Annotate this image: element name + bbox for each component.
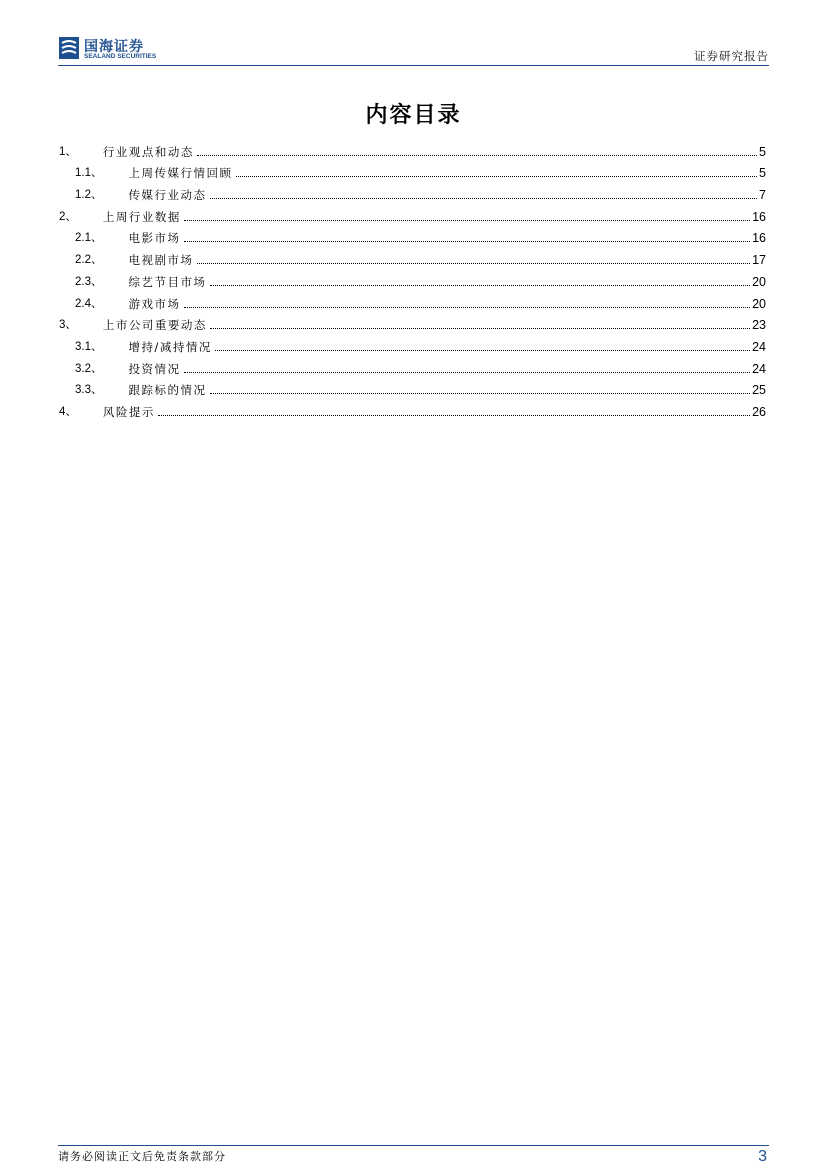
toc-entry-number: 3.2、 (75, 362, 103, 375)
toc-entry-title: 风险提示 (102, 404, 155, 419)
table-of-contents (59, 137, 766, 419)
toc-leader-dots (210, 327, 750, 329)
toc-entry[interactable] (59, 224, 766, 246)
page-header (58, 36, 769, 64)
toc-entry[interactable] (59, 245, 766, 267)
toc-leader-dots (184, 306, 751, 308)
toc-entry-page: 26 (752, 404, 766, 419)
toc-entry-number: 1.1、 (75, 167, 103, 180)
toc-entry-title: 上周行业数据 (102, 209, 181, 224)
page-number: 3 (758, 1148, 767, 1165)
toc-entry-number: 2、 (59, 210, 77, 223)
toc-entry[interactable] (59, 289, 766, 311)
toc-entry[interactable] (59, 397, 766, 419)
toc-entry[interactable] (59, 376, 766, 398)
sealand-logo-icon (58, 36, 80, 60)
toc-entry-number: 3、 (59, 319, 77, 332)
toc-entry-page: 24 (752, 361, 766, 376)
toc-entry-page: 23 (752, 318, 766, 333)
toc-entry-title: 行业观点和动态 (102, 144, 194, 159)
toc-leader-dots (236, 175, 758, 177)
toc-entry-title: 投资情况 (128, 361, 181, 376)
toc-entry-page: 24 (752, 339, 766, 354)
toc-entry[interactable] (59, 180, 766, 202)
toc-entry-page: 16 (752, 231, 766, 246)
toc-entry-number: 3.1、 (75, 340, 103, 353)
footer-disclaimer: 请务必阅读正文后免责条款部分 (58, 1150, 226, 1163)
toc-entry-number: 1、 (59, 145, 77, 158)
company-logo (58, 36, 178, 64)
toc-entry-page: 7 (759, 188, 766, 203)
toc-leader-dots (210, 392, 751, 394)
toc-entry[interactable] (59, 267, 766, 289)
toc-leader-dots (210, 284, 751, 286)
logo-cn-text: 国海证券 (84, 39, 144, 55)
toc-leader-dots (215, 349, 750, 351)
toc-entry-page: 20 (752, 296, 766, 311)
toc-entry-title: 增持/减持情况 (128, 339, 212, 354)
toc-entry-title: 上周传媒行情回顾 (128, 166, 233, 181)
toc-entry-title: 上市公司重要动态 (102, 318, 207, 333)
toc-entry-title: 游戏市场 (128, 296, 181, 311)
report-type-label: 证券研究报告 (694, 49, 769, 63)
toc-entry-title: 电影市场 (128, 231, 181, 246)
toc-entry[interactable] (59, 202, 766, 224)
toc-entry-title: 跟踪标的情况 (128, 383, 207, 398)
toc-entry[interactable] (59, 332, 766, 354)
toc-leader-dots (197, 262, 751, 264)
toc-entry-number: 2.3、 (75, 275, 103, 288)
toc-entry[interactable] (59, 354, 766, 376)
toc-entry-page: 5 (759, 144, 766, 159)
toc-entry-title: 传媒行业动态 (128, 188, 207, 203)
toc-leader-dots (197, 154, 757, 156)
toc-entry[interactable] (59, 311, 766, 333)
toc-entry-number: 2.2、 (75, 254, 103, 267)
footer-divider (58, 1145, 769, 1146)
toc-entry-number: 1.2、 (75, 189, 103, 202)
toc-entry-number: 2.4、 (75, 297, 103, 310)
toc-leader-dots (210, 197, 758, 199)
toc-entry-page: 25 (752, 383, 766, 398)
toc-entry-page: 5 (759, 166, 766, 181)
toc-leader-dots (184, 371, 751, 373)
toc-leader-dots (184, 240, 751, 242)
toc-entry[interactable] (59, 137, 766, 159)
toc-entry-title: 综艺节目市场 (128, 274, 207, 289)
toc-entry-title: 电视剧市场 (128, 253, 194, 268)
toc-entry-number: 4、 (59, 405, 77, 418)
toc-leader-dots (184, 219, 750, 221)
toc-entry[interactable] (59, 159, 766, 181)
logo-en-text: SEALAND SECURITIES (84, 53, 157, 60)
toc-entry-page: 17 (752, 253, 766, 268)
toc-entry-number: 2.1、 (75, 232, 103, 245)
toc-entry-page: 20 (752, 274, 766, 289)
toc-entry-number: 3.3、 (75, 384, 103, 397)
toc-leader-dots (158, 414, 750, 416)
header-divider (58, 65, 769, 66)
toc-title: 内容目录 (365, 103, 462, 128)
toc-entry-page: 16 (752, 209, 766, 224)
